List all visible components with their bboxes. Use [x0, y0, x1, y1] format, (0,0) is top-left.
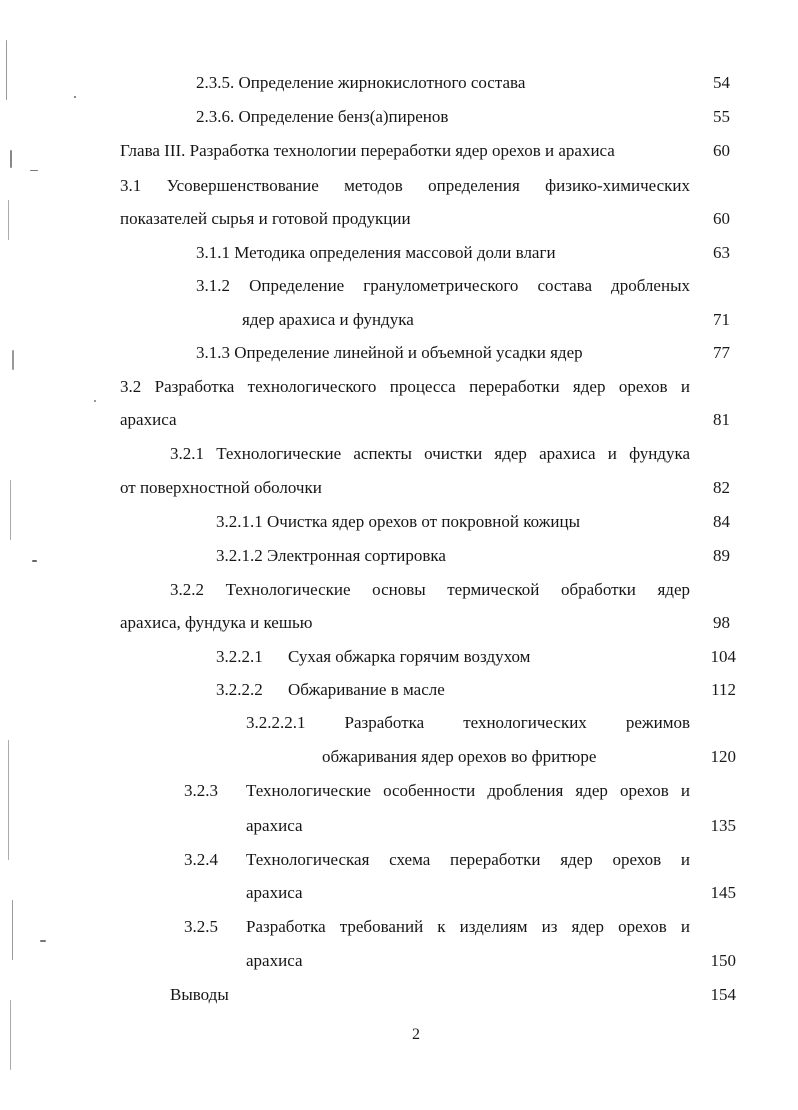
toc-entry-3-2-3-line2: арахиса	[246, 816, 303, 835]
toc-entry-3-2-line1: 3.2 Разработка технологического процесса переработки ядер орехов и	[120, 377, 690, 396]
toc-page-3-1-1: 63	[713, 243, 730, 262]
toc-entry-3-2-5-line2: арахиса	[246, 951, 303, 970]
toc-page-3-1: 60	[713, 209, 730, 228]
toc-entry-3-2-4-line1: Технологическая схема переработки ядер орехов и	[246, 850, 690, 869]
toc-entry-3-2-4-line2: арахиса	[246, 883, 303, 902]
toc-entry-3-1-line1: 3.1 Усовершенствование методов определения физико-химических	[120, 176, 690, 195]
toc-page-3-2-1-1: 84	[713, 512, 730, 531]
toc-entry-3-2-3-line1: Технологические особенности дробления ядер орехов и	[246, 781, 690, 800]
toc-entry-3-1-2-line2: ядер арахиса и фундука	[242, 310, 414, 329]
toc-num-3-2-3: 3.2.3	[184, 781, 218, 800]
toc-page-3-2-2-2-1: 120	[710, 747, 736, 766]
toc-page-3-2-3: 135	[710, 816, 736, 835]
toc-entry-conclusions: Выводы	[170, 985, 229, 1004]
toc-entry-3-2-1-2: 3.2.1.2 Электронная сортировка	[216, 546, 446, 565]
toc-page-3-2-5: 150	[710, 951, 736, 970]
toc-entry-2-3-5: 2.3.5. Определение жирнокислотного состава	[196, 73, 526, 92]
toc-entry-2-3-6: 2.3.6. Определение бенз(а)пиренов	[196, 107, 449, 126]
toc-entry-3-2-2-1: Сухая обжарка горячим воздухом	[288, 647, 531, 666]
toc-entry-3-2-1-line1: 3.2.1 Технологические аспекты очистки ядер арахиса и фундука	[170, 444, 690, 463]
toc-entry-3-2-2-line1: 3.2.2 Технологические основы термической обработки ядер	[170, 580, 690, 599]
toc-entry-3-2-2-2-1-line2: обжаривания ядер орехов во фритюре	[322, 747, 597, 766]
toc-page-3-1-3: 77	[713, 343, 730, 362]
toc-page-3-2: 81	[713, 410, 730, 429]
toc-num-3-2-2-1: 3.2.2.1	[216, 647, 263, 666]
scan-edge-artifacts	[0, 0, 36, 1110]
page-number: 2	[412, 1026, 420, 1043]
toc-page-3-2-1-2: 89	[713, 546, 730, 565]
toc-entry-3-2-1-line2: от поверхностной оболочки	[120, 478, 322, 497]
toc-page-3-2-2: 98	[713, 613, 730, 632]
toc-entry-3-2-2-line2: арахиса, фундука и кешью	[120, 613, 313, 632]
toc-page-3-2-2-2: 112	[711, 680, 736, 699]
toc-entry-3-2-2-2: Обжаривание в масле	[288, 680, 445, 699]
toc-num-3-2-4: 3.2.4	[184, 850, 218, 869]
toc-page-chapter-3: 60	[713, 141, 730, 160]
toc-page-2-3-6: 55	[713, 107, 730, 126]
toc-num-3-2-5: 3.2.5	[184, 917, 218, 936]
toc-entry-3-1-2-line1: 3.1.2 Определение гранулометрического состава дробленых	[196, 276, 690, 295]
toc-entry-3-1-line2: показателей сырья и готовой продукции	[120, 209, 411, 228]
toc-page-3-2-1: 82	[713, 478, 730, 497]
toc-entry-3-2-line2: арахиса	[120, 410, 177, 429]
toc-page-2-3-5: 54	[713, 73, 730, 92]
toc-page-conclusions: 154	[710, 985, 736, 1004]
toc-entry-3-2-5-line1: Разработка требований к изделиям из ядер орехов и	[246, 917, 690, 936]
toc-entry-3-2-1-1: 3.2.1.1 Очистка ядер орехов от покровной кожицы	[216, 512, 581, 531]
toc-page-3-1-2: 71	[713, 310, 730, 329]
toc-page-3-2-2-1: 104	[710, 647, 736, 666]
toc-entry-3-1-1: 3.1.1 Методика определения массовой доли влаги	[196, 243, 556, 262]
toc-chapter-3: Глава III. Разработка технологии переработки ядер орехов и арахиса	[120, 141, 615, 160]
toc-num-3-2-2-2: 3.2.2.2	[216, 680, 263, 699]
toc-page-3-2-4: 145	[710, 883, 736, 902]
toc-entry-3-1-3: 3.1.3 Определение линейной и объемной усадки ядер	[196, 343, 583, 362]
toc-entry-3-2-2-2-1-line1: 3.2.2.2.1 Разработка технологических режимов	[246, 713, 690, 732]
